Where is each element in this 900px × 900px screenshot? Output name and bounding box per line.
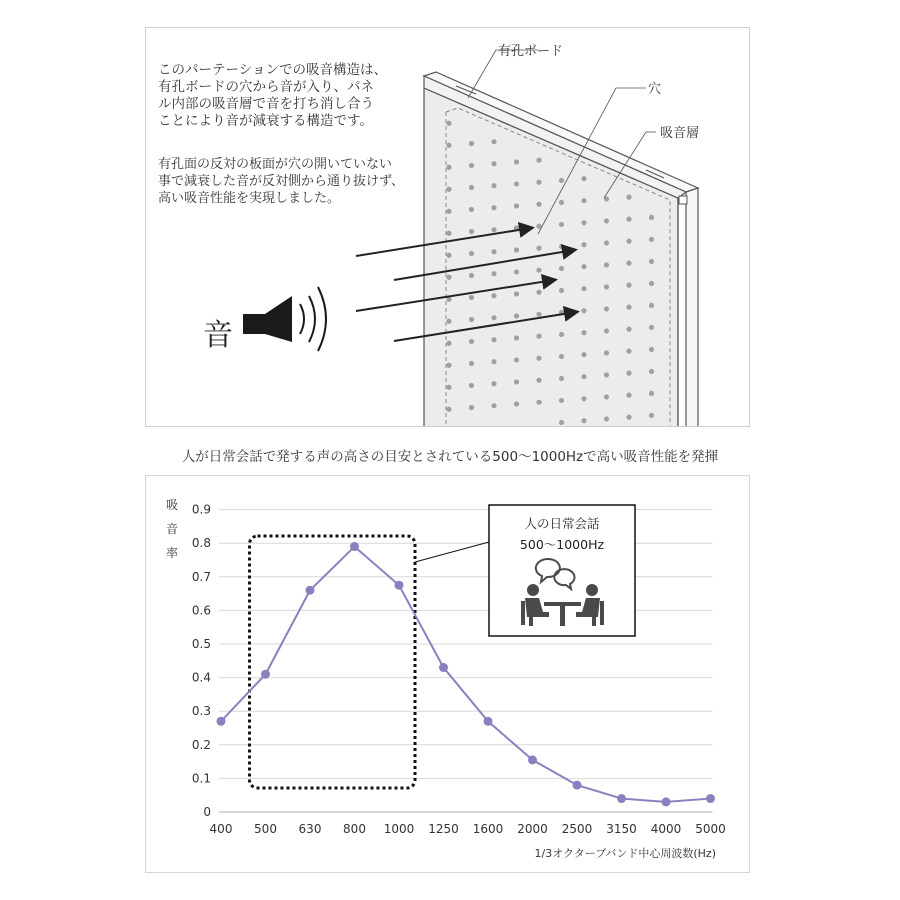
hole <box>581 176 586 181</box>
hole <box>469 383 474 388</box>
hole <box>446 385 451 390</box>
hole <box>649 215 654 220</box>
data-point <box>350 542 359 551</box>
hole <box>626 283 631 288</box>
hole <box>626 393 631 398</box>
hole <box>626 349 631 354</box>
x-tick-label: 500 <box>254 822 277 836</box>
hole <box>536 378 541 383</box>
hole <box>604 262 609 267</box>
y-label-char: 率 <box>165 546 179 560</box>
hole <box>491 161 496 166</box>
hole <box>469 405 474 410</box>
hole <box>514 159 519 164</box>
hole <box>536 246 541 251</box>
hole <box>491 337 496 342</box>
absorption-diagram <box>145 27 750 427</box>
hole <box>559 376 564 381</box>
x-tick-label: 4000 <box>650 822 682 836</box>
hole <box>626 305 631 310</box>
y-tick-label: 0.4 <box>191 670 211 685</box>
hole <box>559 420 564 425</box>
hole <box>514 269 519 274</box>
hole <box>604 416 609 421</box>
data-point <box>439 663 448 672</box>
hole <box>514 247 519 252</box>
hole <box>491 271 496 276</box>
x-tick-label: 5000 <box>695 822 726 836</box>
hole <box>626 261 631 266</box>
annotation-leader <box>415 542 489 562</box>
speaker-icon <box>243 296 292 342</box>
hole <box>604 284 609 289</box>
hole <box>559 266 564 271</box>
hole <box>446 143 451 148</box>
hole <box>559 354 564 359</box>
hole <box>536 158 541 163</box>
hole <box>581 308 586 313</box>
hole <box>514 291 519 296</box>
hole <box>469 295 474 300</box>
hole <box>649 391 654 396</box>
hole <box>491 359 496 364</box>
hole <box>559 222 564 227</box>
x-tick-label: 2500 <box>561 822 593 836</box>
hole <box>514 203 519 208</box>
hole <box>469 339 474 344</box>
y-tick-label: 0.7 <box>191 569 211 584</box>
x-tick-label: 1250 <box>428 822 459 836</box>
hole <box>469 141 474 146</box>
hole <box>649 347 654 352</box>
description-line: ル内部の吸音層で音を打ち消し合う <box>158 96 374 112</box>
hole <box>446 407 451 412</box>
hole <box>446 253 451 258</box>
hole <box>536 290 541 295</box>
x-axis-label: 1/3オクターブバンド中心周波数(Hz) <box>534 847 716 860</box>
y-tick-label: 0.6 <box>191 603 211 618</box>
detail-line: 事で減衰した音が反対側から通り抜けず、 <box>158 174 404 189</box>
hole <box>536 356 541 361</box>
hole <box>626 195 631 200</box>
hole <box>536 268 541 273</box>
hole <box>469 207 474 212</box>
x-tick-label: 2000 <box>517 822 548 836</box>
hole <box>536 202 541 207</box>
y-axis-label <box>166 498 178 560</box>
data-point <box>484 717 493 726</box>
hole <box>626 371 631 376</box>
chart-headline: 人が日常会話で発する声の高さの目安とされている500〜1000Hzで高い吸音性能を発揮 <box>181 449 719 465</box>
hole <box>559 244 564 249</box>
x-tick-label: 400 <box>209 822 233 836</box>
hole <box>491 183 496 188</box>
hole <box>514 313 519 318</box>
x-tick-label: 1000 <box>383 822 415 836</box>
hole <box>559 200 564 205</box>
data-point <box>306 586 315 595</box>
hole <box>604 240 609 245</box>
data-point <box>528 755 537 764</box>
hole <box>649 237 654 242</box>
hole <box>581 396 586 401</box>
hole <box>446 121 451 126</box>
hole <box>514 357 519 362</box>
hole <box>514 379 519 384</box>
data-point <box>261 670 270 679</box>
hole <box>626 239 631 244</box>
y-tick-label: 0.9 <box>191 502 211 517</box>
y-tick-label: 0.5 <box>191 637 211 651</box>
hole <box>581 330 586 335</box>
hole <box>581 374 586 379</box>
series-line <box>221 547 711 802</box>
hole <box>581 352 586 357</box>
hole <box>559 288 564 293</box>
detail-line: 有孔面の反対の板面が穴の開いていない <box>158 157 393 172</box>
chart-svg <box>146 476 751 874</box>
hole <box>604 394 609 399</box>
hole <box>469 229 474 234</box>
hole <box>491 381 496 386</box>
hole <box>581 264 586 269</box>
hole <box>604 328 609 333</box>
y-tick-label: 0.3 <box>191 704 211 719</box>
hole <box>649 413 654 418</box>
hole <box>491 249 496 254</box>
hole <box>469 317 474 322</box>
hole <box>626 415 631 420</box>
highlight-range-box <box>250 536 416 788</box>
hole <box>581 242 586 247</box>
hole <box>446 165 451 170</box>
hole <box>626 327 631 332</box>
y-tick-label: 0.1 <box>191 771 211 786</box>
annotation-box <box>489 505 635 636</box>
detail-line: 高い吸音性能を実現しました。 <box>158 191 341 206</box>
description-line: 有孔ボードの穴から音が入り、パネ <box>158 79 374 95</box>
data-point <box>217 717 226 726</box>
hole <box>536 312 541 317</box>
hole <box>604 372 609 377</box>
hole <box>491 139 496 144</box>
hole <box>581 418 586 423</box>
hole <box>446 209 451 214</box>
hole <box>491 227 496 232</box>
hole <box>491 293 496 298</box>
hole <box>469 185 474 190</box>
hole <box>469 273 474 278</box>
hole <box>536 334 541 339</box>
y-label-char: 吸 <box>165 498 179 512</box>
hole <box>446 363 451 368</box>
hole <box>491 205 496 210</box>
hole <box>581 220 586 225</box>
hole <box>559 178 564 183</box>
description-line: ことにより音が減衰する構造です。 <box>158 113 373 129</box>
data-point <box>662 797 671 806</box>
hole-label: 穴 <box>648 82 662 97</box>
y-tick-label: 0 <box>203 805 211 819</box>
hole <box>469 361 474 366</box>
hole <box>469 251 474 256</box>
y-label-char: 音 <box>165 522 179 536</box>
hole <box>649 303 654 308</box>
hole <box>536 400 541 405</box>
hole <box>559 332 564 337</box>
hole <box>626 217 631 222</box>
hole <box>536 180 541 185</box>
hole <box>649 369 654 374</box>
hole <box>491 315 496 320</box>
x-tick-label: 1600 <box>472 822 504 836</box>
panel-side <box>686 188 698 427</box>
hole <box>649 259 654 264</box>
annotation-line: 500〜1000Hz <box>519 537 605 552</box>
panel-slot <box>679 196 687 204</box>
hole <box>649 281 654 286</box>
hole <box>446 341 451 346</box>
y-tick-label: 0.2 <box>191 737 211 752</box>
hole <box>446 187 451 192</box>
hole <box>514 335 519 340</box>
sound-label: 音 <box>203 318 233 353</box>
hole <box>514 401 519 406</box>
description-line: このパーテーションでの吸音構造は、 <box>158 62 387 78</box>
y-tick-label: 0.8 <box>191 536 211 551</box>
annotation-line: 人の日常会話 <box>524 516 600 531</box>
x-tick-label: 630 <box>298 822 322 836</box>
data-point <box>395 581 404 590</box>
hole <box>469 163 474 168</box>
sound-wave-icon <box>300 287 326 351</box>
hole <box>581 198 586 203</box>
hole <box>446 319 451 324</box>
hole <box>446 231 451 236</box>
data-point <box>617 794 626 803</box>
hole <box>491 403 496 408</box>
hole <box>446 275 451 280</box>
absorption-chart <box>145 475 750 873</box>
hole <box>604 306 609 311</box>
absorption-layer-label: 吸音層 <box>660 126 700 141</box>
x-tick-label: 800 <box>343 822 366 836</box>
board-label: 有孔ボード <box>498 44 564 59</box>
x-tick-label: 3150 <box>606 822 637 836</box>
data-point <box>706 794 715 803</box>
hole <box>514 181 519 186</box>
data-point <box>573 781 582 790</box>
hole <box>604 218 609 223</box>
hole <box>559 398 564 403</box>
hole <box>649 325 654 330</box>
hole <box>604 350 609 355</box>
hole <box>581 286 586 291</box>
